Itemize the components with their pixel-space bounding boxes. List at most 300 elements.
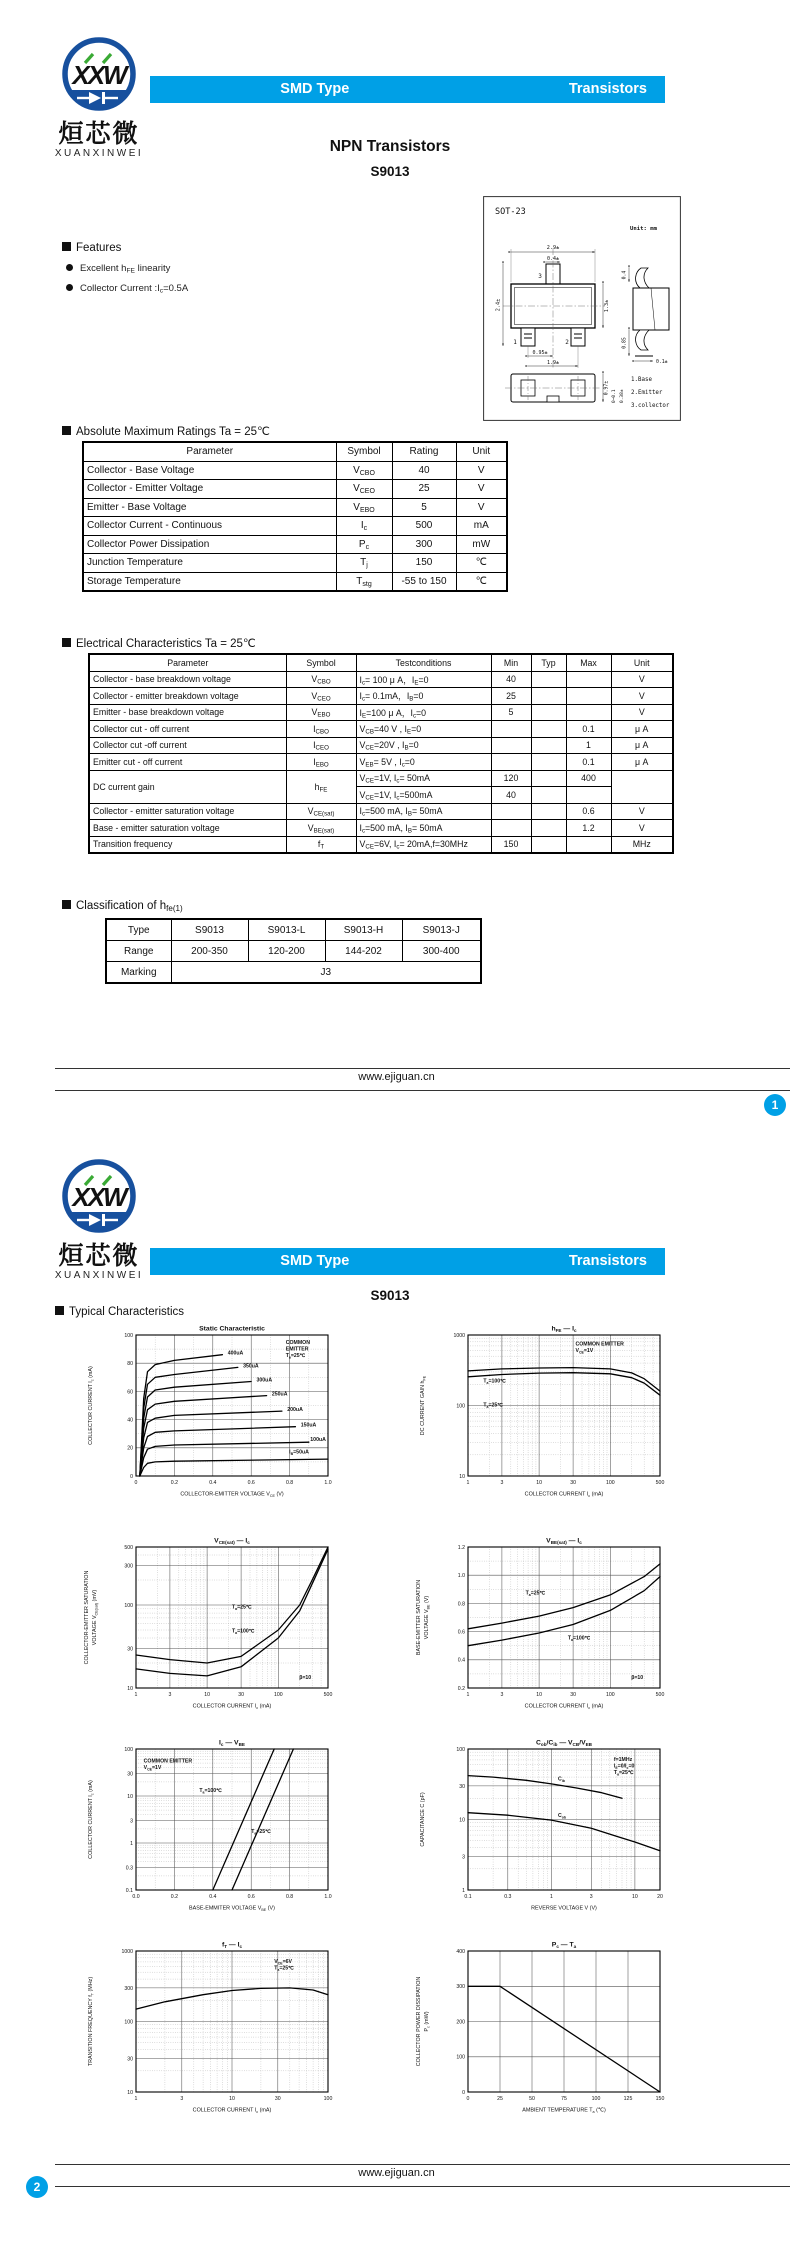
pin-legend-base: 1.Base (631, 377, 652, 383)
table-cell: $I_{CEO}$ (286, 737, 356, 754)
header-cell: Parameter (89, 654, 286, 671)
dim-body-width: 2.9± (546, 245, 560, 251)
series-Ta-100C (213, 1749, 274, 1890)
table-row (89, 770, 673, 787)
svg-text:200: 200 (456, 2019, 465, 2026)
chart-ic-vs-vbe (64, 1736, 364, 1918)
logo-xxw-text: XXW (72, 1182, 126, 1212)
svg-text:COLLECTOR CURRENT Ic (mA): COLLECTOR CURRENT $I_c$ (mA) (88, 1780, 95, 1859)
table-row (89, 671, 673, 688)
package-name: SOT-23 (495, 207, 526, 217)
table-cell: V (456, 461, 507, 480)
square-bullet-icon (62, 242, 71, 251)
table-cell (566, 671, 611, 688)
series-Ta-25C (232, 1749, 293, 1890)
svg-text:1: 1 (462, 1887, 465, 1894)
table-cell: Emitter - Base Voltage (83, 498, 336, 517)
table-cell: $V_{CE}=20V$ , $I_B=0$ (356, 737, 491, 754)
svg-text:1.0: 1.0 (324, 1894, 332, 1900)
svg-text:1: 1 (466, 1692, 470, 1698)
chart-pc-vs-ta (396, 1938, 696, 2120)
table-cell: 0.1 (566, 754, 611, 771)
svg-text:3: 3 (130, 1818, 133, 1825)
table-row (83, 554, 507, 573)
svg-text:COLLECTOR CURRENT Ic (mA): COLLECTOR CURRENT $I_c$ (mA) (88, 1366, 95, 1445)
chart-vbe-sat-vs-ic (396, 1534, 696, 1716)
table-row (83, 517, 507, 536)
svg-text:Static Characteristic: Static Characteristic (199, 1325, 265, 1333)
table-cell: MHz (611, 836, 673, 853)
svg-text:0.4: 0.4 (457, 1657, 465, 1664)
dim-lead-thickness: 0.4 (622, 270, 628, 280)
table-cell: -55 to 150 (392, 572, 456, 591)
dot-bullet-icon (66, 264, 73, 271)
table-cell: $V_{CE}=1V$, $I_c= 50mA$ (356, 770, 491, 787)
svg-text:Ta=25℃: $T_a=25℃$ (483, 1402, 504, 1409)
table-cell: 1 (566, 737, 611, 754)
svg-text:f=1MHz: f=1MHz (613, 1757, 633, 1764)
page-number-badge: 2 (26, 2176, 48, 2198)
svg-text:COMMON EMITTER: COMMON EMITTER (575, 1341, 624, 1348)
svg-text:400uA: 400uA (227, 1350, 244, 1357)
table-cell: $V_{CBO}$ (336, 461, 392, 480)
table-row (89, 654, 673, 671)
svg-text:COLLECTOR POWER DISSIPATION: COLLECTOR POWER DISSIPATION (416, 1976, 422, 2067)
table-cell (531, 754, 566, 771)
table-cell: $f_T$ (286, 836, 356, 853)
svg-text:VOLTAGE VCE(sat) (mV): VOLTAGE $V_{CE(sat)}$ (mV) (92, 1589, 99, 1646)
table-row (89, 803, 673, 820)
table-cell: $I_c=500$ mA, $I_B= 50mA$ (356, 820, 491, 837)
table-cell: 40 (491, 671, 531, 688)
svg-text:200uA: 200uA (287, 1407, 303, 1414)
svg-text:Ta=25℃: $T_a=25℃$ (232, 1604, 252, 1611)
table-row (83, 461, 507, 480)
dim-pad-height: 0.97± (604, 380, 610, 396)
svg-text:VOLTAGE VBE (V): VOLTAGE $V_{BE}$ (V) (424, 1595, 431, 1640)
header-cell: Symbol (286, 654, 356, 671)
unit-label: Unit: mm (630, 226, 657, 232)
table-cell: ℃ (456, 554, 507, 573)
table-row (89, 688, 673, 705)
table-cell: J3 (171, 962, 481, 984)
svg-text:Ta=25℃: $T_a=25℃$ (251, 1828, 271, 1836)
table-cell: 150 (392, 554, 456, 573)
header-bar-left-label: SMD Type (280, 81, 350, 97)
table-cell (531, 836, 566, 853)
table-cell: V (611, 704, 673, 721)
svg-text:30: 30 (127, 1646, 133, 1653)
table-row (83, 572, 507, 591)
svg-text:0: 0 (130, 1473, 133, 1480)
pin-legend-emitter: 2.Emitter (631, 390, 663, 396)
svg-text:0.8: 0.8 (285, 1480, 294, 1486)
feature-item: Excellent $h_{FE}$ linearity (66, 263, 170, 274)
svg-text:Ta=100℃: $T_a=100℃$ (567, 1635, 591, 1642)
svg-text:COLLECTOR CURRENT Ic (mA): COLLECTOR CURRENT $I_c$ (mA) (524, 1491, 604, 1498)
chart-hfe-vs-ic (396, 1322, 696, 1504)
svg-text:0.6: 0.6 (247, 1480, 255, 1486)
svg-text:1: 1 (549, 1894, 553, 1900)
square-bullet-icon (62, 426, 71, 435)
dim-pad-offset: 0~0.1 (612, 389, 617, 403)
svg-text:300uA: 300uA (256, 1377, 273, 1384)
svg-text:10: 10 (127, 1685, 133, 1692)
table-cell: $P_c$ (336, 535, 392, 554)
svg-text:500: 500 (323, 1692, 333, 1698)
abs-max-table (82, 441, 508, 592)
svg-text:100: 100 (456, 1746, 465, 1753)
svg-text:1000: 1000 (121, 1948, 133, 1955)
svg-text:500: 500 (655, 1480, 665, 1486)
series-Ta-25C (468, 1564, 660, 1629)
table-cell: Collector - Emitter Voltage (83, 480, 336, 499)
table-cell: Storage Temperature (83, 572, 336, 591)
header-cell: Unit (456, 442, 507, 461)
table-cell: $V_{CE}=6V$, $I_c= 20mA,f=30MHz$ (356, 836, 491, 853)
header-cell: Min (491, 654, 531, 671)
svg-text:3: 3 (589, 1894, 593, 1900)
svg-text:0.2: 0.2 (170, 1480, 179, 1486)
dim-standoff: 0.85 (622, 337, 628, 349)
series-Cib (468, 1776, 622, 1799)
svg-text:20: 20 (127, 1445, 133, 1452)
svg-text:IE=0/Ic=0: $I_E=0/I_c=0$ (613, 1763, 635, 1770)
table-row (83, 498, 507, 517)
classification-heading: Classification of $h_{fe(1)}$ (62, 900, 183, 912)
svg-text:β=10: β=10 (631, 1674, 644, 1681)
table-cell: 40 (392, 461, 456, 480)
svg-text:30: 30 (127, 1771, 133, 1778)
svg-text:COLLECTOR-EMITTER VOLTAGE VCE: COLLECTOR-EMITTER VOLTAGE $V_{CE}$ (V) (180, 1491, 284, 1498)
table-cell: 40 (491, 787, 531, 804)
svg-text:400: 400 (456, 1948, 465, 1955)
svg-text:Pc — Ta: $P_c$ — $T_a$ (551, 1941, 577, 1949)
table-row (106, 941, 481, 962)
electrical-table (88, 653, 674, 854)
svg-text:Cib: $C_{ib}$ (558, 1776, 565, 1783)
chart-ft-vs-ic (64, 1938, 364, 2120)
svg-text:10: 10 (204, 1692, 211, 1698)
table-row (83, 442, 507, 461)
table-cell: Marking (106, 962, 171, 984)
table-cell: V (456, 498, 507, 517)
page-title: NPN Transistors (329, 138, 451, 155)
table-cell: μ A (611, 737, 673, 754)
chart-static-characteristic (64, 1322, 364, 1504)
table-cell (531, 737, 566, 754)
table-cell: 500 (392, 517, 456, 536)
header-cell: Parameter (83, 442, 336, 461)
dim-pad-width: 0.38± (620, 389, 625, 403)
footer-url: www.ejiguan.cn (358, 2167, 435, 2179)
table-cell: $I_c= 100$ μ A，$I_E=0$ (356, 671, 491, 688)
svg-text:Cob: $C_{ob}$ (558, 1813, 567, 1820)
svg-text:25: 25 (497, 2096, 503, 2102)
svg-text:10: 10 (459, 1817, 465, 1824)
svg-text:TRANSITION FREQUENCY fT (MHz: TRANSITION FREQUENCY $f_T$ (MHz) (88, 1976, 95, 2067)
series-Ta-100C (136, 1549, 328, 1676)
svg-text:0.3: 0.3 (125, 1865, 133, 1872)
svg-text:0.8: 0.8 (285, 1894, 294, 1900)
svg-text:1000: 1000 (453, 1332, 465, 1339)
svg-text:EMITTER: EMITTER (285, 1346, 309, 1353)
dim-lead-pitch: 0.95± (532, 350, 548, 356)
table-cell: $V_{BE(sat)}$ (286, 820, 356, 837)
footer-rule (55, 1068, 790, 1069)
svg-text:VBE(sat) — Ic: $V_{BE(sat)}$ — $I_c$ (546, 1537, 582, 1545)
header-cell: Symbol (336, 442, 392, 461)
table-cell (531, 688, 566, 705)
svg-text:1: 1 (130, 1840, 133, 1847)
svg-text:0: 0 (462, 2089, 465, 2096)
svg-text:100: 100 (124, 1746, 133, 1753)
dim-tab-width: 0.4± (546, 256, 560, 262)
table-cell: Range (106, 941, 171, 962)
series-IB-50uA (140, 1459, 328, 1476)
table-cell: 5 (491, 704, 531, 721)
svg-text:COLLECTOR CURRENT Ic (mA): COLLECTOR CURRENT $I_c$ (mA) (192, 2107, 272, 2114)
table-cell: $V_{CEO}$ (336, 480, 392, 499)
svg-text:COMMON: COMMON (285, 1340, 310, 1347)
chart-vce-sat-vs-ic (64, 1534, 364, 1716)
table-cell: $T_j$ (336, 554, 392, 573)
header-cell: S9013-H (325, 919, 402, 941)
svg-text:10: 10 (536, 1692, 543, 1698)
svg-text:300: 300 (124, 1563, 133, 1570)
logo-mark-icon (44, 1156, 154, 1238)
svg-text:100uA: 100uA (310, 1436, 326, 1443)
brand-logo (44, 1156, 154, 1281)
logo-mark-icon (44, 34, 154, 116)
svg-text:Ic — VBE: $I_c$ — $V_{BE}$ (219, 1739, 245, 1747)
svg-text:30: 30 (570, 1692, 576, 1698)
table-cell: Emitter - base breakdown voltage (89, 704, 286, 721)
table-cell: V (611, 820, 673, 837)
svg-text:REVERSE VOLTAGE V (V): REVERSE VOLTAGE V (V) (531, 1905, 597, 1912)
header-bar (150, 76, 665, 103)
footer-rule (55, 2186, 790, 2187)
table-cell (491, 754, 531, 771)
brand-name-en: XUANXINWEI (54, 1270, 144, 1281)
header-cell: Rating (392, 442, 456, 461)
svg-text:60: 60 (127, 1389, 133, 1396)
table-cell: $I_E=100$ μ A，$I_c=0$ (356, 704, 491, 721)
table-cell: DC current gain (89, 770, 286, 803)
svg-text:100: 100 (591, 2096, 601, 2102)
table-cell (566, 787, 611, 804)
table-cell: 300-400 (402, 941, 481, 962)
table-row (89, 737, 673, 754)
table-cell (531, 671, 566, 688)
dim-body-height: 1.3± (604, 299, 610, 313)
svg-text:0.1: 0.1 (464, 1894, 472, 1900)
table-cell (566, 704, 611, 721)
table-cell: 5 (392, 498, 456, 517)
table-cell: Collector - Base Voltage (83, 461, 336, 480)
svg-text:30: 30 (459, 1783, 465, 1790)
svg-text:1: 1 (134, 1692, 138, 1698)
square-bullet-icon (62, 638, 71, 647)
svg-text:3: 3 (462, 1854, 465, 1861)
dot-bullet-icon (66, 284, 73, 291)
header-cell: Type (106, 919, 171, 941)
svg-text:30: 30 (238, 1692, 244, 1698)
table-cell: $h_{FE}$ (286, 770, 356, 803)
svg-text:10: 10 (631, 1894, 638, 1900)
svg-text:30: 30 (570, 1480, 576, 1486)
table-cell: $V_{CB}=40$ V , $I_E=0$ (356, 721, 491, 738)
table-cell: V (611, 671, 673, 688)
brand-logo (44, 34, 154, 159)
svg-text:300: 300 (456, 1984, 465, 1991)
svg-text:VCE=1V: $V_{CE}=1V$ (143, 1764, 162, 1772)
header-bar-left-label: SMD Type (280, 1253, 350, 1269)
table-cell: V (456, 480, 507, 499)
svg-text:100: 100 (124, 1332, 133, 1339)
logo-xxw-text: XXW (72, 60, 126, 90)
header-cell: S9013 (171, 919, 248, 941)
svg-text:0.1: 0.1 (125, 1887, 133, 1894)
svg-text:40: 40 (127, 1417, 133, 1424)
svg-text:BASE-EMITTER SATURATION: BASE-EMITTER SATURATION (416, 1579, 422, 1656)
header-cell: Unit (611, 654, 673, 671)
table-cell: Collector - emitter breakdown voltage (89, 688, 286, 705)
table-cell: 120 (491, 770, 531, 787)
table-cell: Emitter cut - off current (89, 754, 286, 771)
svg-text:10: 10 (459, 1473, 465, 1480)
footer-url: www.ejiguan.cn (358, 1071, 435, 1083)
svg-text:0.0: 0.0 (132, 1894, 140, 1900)
svg-text:Pc (mW): $P_c$ (mW) (424, 2011, 431, 2032)
table-row (106, 962, 481, 984)
svg-text:3: 3 (500, 1692, 504, 1698)
table-cell: 144-202 (325, 941, 402, 962)
svg-text:COLLECTOR-EMITTER SATURATION: COLLECTOR-EMITTER SATURATION (84, 1570, 90, 1665)
table-cell: $V_{CE}=1V$, $I_c=500mA$ (356, 787, 491, 804)
svg-text:Ta=100℃: $T_a=100℃$ (483, 1378, 507, 1385)
table-cell (491, 721, 531, 738)
svg-text:0: 0 (466, 2096, 470, 2102)
svg-text:1.0: 1.0 (457, 1573, 465, 1580)
brand-name-cn: 烜芯微 (58, 120, 140, 148)
table-cell: 25 (491, 688, 531, 705)
table-cell: $I_c$ (336, 517, 392, 536)
svg-text:0.4: 0.4 (209, 1480, 217, 1486)
header-cell: Testconditions (356, 654, 491, 671)
table-cell: Junction Temperature (83, 554, 336, 573)
table-cell: Collector cut -off current (89, 737, 286, 754)
table-cell: V (611, 803, 673, 820)
svg-text:VCE(sat) — Ic: $V_{CE(sat)}$ — $I_c$ (214, 1537, 250, 1545)
pin-legend-collector: 3.collector (631, 403, 670, 409)
classification-table (105, 918, 482, 984)
abs-max-heading: Absolute Maximum Ratings Ta = 25℃ (62, 424, 270, 438)
svg-text:AMBIENT TEMPERATURE Ta (℃): AMBIENT TEMPERATURE $T_a$ (℃) (522, 2107, 606, 2114)
table-cell: Collector - base breakdown voltage (89, 671, 286, 688)
dim-foot-length: 0.1± (656, 360, 668, 365)
svg-text:0.3: 0.3 (504, 1894, 512, 1900)
table-row (106, 919, 481, 941)
svg-text:VCE=1V: $V_{CE}=1V$ (575, 1348, 594, 1355)
features-heading: Features (62, 242, 121, 254)
svg-text:BASE-EMMITER VOLTAGE VBE (V): BASE-EMMITER VOLTAGE $V_{BE}$ (V) (189, 1905, 275, 1912)
svg-text:10: 10 (127, 2089, 133, 2096)
svg-text:30: 30 (127, 2056, 133, 2063)
svg-text:0.8: 0.8 (457, 1601, 465, 1608)
table-cell: ℃ (456, 572, 507, 591)
table-cell (531, 704, 566, 721)
table-cell: 25 (392, 480, 456, 499)
table-cell: 300 (392, 535, 456, 554)
svg-text:1: 1 (134, 2096, 138, 2102)
table-cell: Transition frequency (89, 836, 286, 853)
svg-text:500: 500 (124, 1544, 133, 1551)
header-cell: S9013-L (248, 919, 325, 941)
svg-text:250uA: 250uA (271, 1391, 288, 1398)
table-cell: V (611, 688, 673, 705)
series-IB-150uA (140, 1427, 296, 1476)
svg-text:1.0: 1.0 (324, 1480, 332, 1486)
typical-characteristics-heading: Typical Characteristics (55, 1306, 184, 1318)
svg-text:3: 3 (180, 2096, 184, 2102)
svg-text:500: 500 (655, 1692, 665, 1698)
svg-text:Cob/Cib — VCB/VEB: $C_{ob}/C_{ib}$ — $V_{CB}/V_{EB}$ (535, 1739, 593, 1747)
svg-text:VCE=6V: $V_{CE}=6V$ (274, 1959, 292, 1966)
table-row (83, 535, 507, 554)
brand-name-cn: 烜芯微 (58, 1242, 140, 1270)
svg-text:125: 125 (623, 2096, 633, 2102)
table-cell: 0.6 (566, 803, 611, 820)
chart-capacitance (396, 1736, 696, 1918)
svg-text:1.2: 1.2 (457, 1544, 465, 1551)
svg-text:100: 100 (273, 1692, 283, 1698)
header-cell: Typ (531, 654, 566, 671)
svg-text:1: 1 (466, 1480, 470, 1486)
table-cell: mW (456, 535, 507, 554)
series-IB-250uA (140, 1396, 267, 1476)
table-cell (491, 803, 531, 820)
pin1-number: 1 (513, 339, 517, 346)
footer-rule (55, 2164, 790, 2165)
table-cell: mA (456, 517, 507, 536)
table-cell: $V_{CE(sat)}$ (286, 803, 356, 820)
table-cell (531, 787, 566, 804)
svg-text:50: 50 (529, 2096, 535, 2102)
svg-text:100: 100 (323, 2096, 333, 2102)
table-cell: μ A (611, 721, 673, 738)
pin3-number: 3 (538, 273, 542, 280)
table-cell: $I_{CBO}$ (286, 721, 356, 738)
table-cell (531, 721, 566, 738)
table-cell: Collector Power Dissipation (83, 535, 336, 554)
svg-text:10: 10 (229, 2096, 235, 2102)
dim-total-width: 2.4± (495, 298, 502, 312)
svg-text:Ta=25℃: $T_a=25℃$ (525, 1590, 546, 1597)
table-cell: $V_{EBO}$ (286, 704, 356, 721)
table-cell (531, 820, 566, 837)
brand-name-en: XUANXINWEI (54, 148, 144, 159)
svg-text:300: 300 (124, 1985, 133, 1992)
svg-text:30: 30 (274, 2096, 281, 2102)
svg-text:0.6: 0.6 (457, 1629, 465, 1636)
svg-text:COLLECTOR CURRENT Ic (mA): COLLECTOR CURRENT $I_c$ (mA) (524, 1703, 604, 1710)
svg-text:150: 150 (655, 2096, 665, 2102)
pin2-number: 2 (565, 339, 569, 346)
table-row (89, 836, 673, 853)
table-cell: $I_{EBO}$ (286, 754, 356, 771)
table-cell (566, 836, 611, 853)
